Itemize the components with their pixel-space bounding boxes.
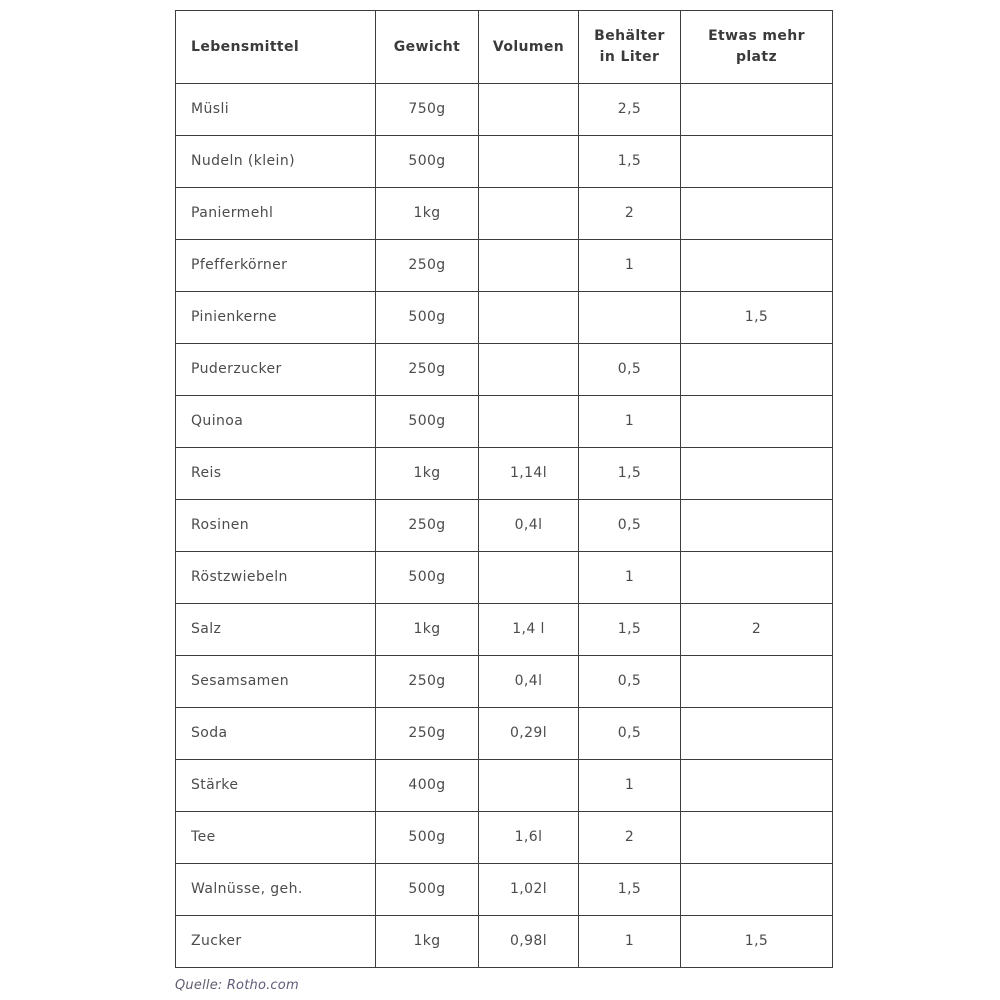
cell-volumen: 1,4 l [479, 604, 579, 656]
cell-gewicht: 250g [376, 656, 479, 708]
table-row [176, 656, 833, 708]
cell-etwas-mehr-platz [681, 344, 833, 396]
cell-volumen [479, 396, 579, 448]
cell-volumen [479, 136, 579, 188]
cell-behaelter-in-liter: 1,5 [579, 448, 681, 500]
cell-gewicht: 500g [376, 292, 479, 344]
table-body [176, 84, 833, 968]
cell-volumen [479, 292, 579, 344]
cell-gewicht: 500g [376, 552, 479, 604]
cell-lebensmittel: Soda [176, 708, 376, 760]
table-row [176, 864, 833, 916]
cell-volumen: 0,29l [479, 708, 579, 760]
table-row [176, 552, 833, 604]
cell-behaelter-in-liter: 1 [579, 916, 681, 968]
cell-lebensmittel: Stärke [176, 760, 376, 812]
cell-etwas-mehr-platz [681, 500, 833, 552]
table-row [176, 500, 833, 552]
cell-etwas-mehr-platz: 1,5 [681, 916, 833, 968]
table-row [176, 812, 833, 864]
cell-etwas-mehr-platz [681, 448, 833, 500]
cell-etwas-mehr-platz [681, 708, 833, 760]
table-header-row [176, 11, 833, 84]
cell-behaelter-in-liter: 1 [579, 240, 681, 292]
cell-gewicht: 500g [376, 396, 479, 448]
cell-behaelter-in-liter: 0,5 [579, 344, 681, 396]
cell-behaelter-in-liter [579, 292, 681, 344]
source-link[interactable]: Rotho.com [226, 978, 299, 993]
cell-gewicht: 250g [376, 344, 479, 396]
header-volumen: Volumen [479, 11, 579, 84]
cell-etwas-mehr-platz [681, 760, 833, 812]
table-row [176, 188, 833, 240]
cell-lebensmittel: Reis [176, 448, 376, 500]
source-citation [175, 978, 299, 993]
cell-lebensmittel: Paniermehl [176, 188, 376, 240]
cell-lebensmittel: Röstzwiebeln [176, 552, 376, 604]
table-row [176, 448, 833, 500]
cell-lebensmittel: Puderzucker [176, 344, 376, 396]
cell-gewicht: 1kg [376, 916, 479, 968]
header-etwas-mehr-platz: Etwas mehr platz [681, 11, 833, 84]
cell-volumen [479, 240, 579, 292]
table-row [176, 760, 833, 812]
cell-gewicht: 500g [376, 136, 479, 188]
cell-gewicht: 500g [376, 864, 479, 916]
header-gewicht: Gewicht [376, 11, 479, 84]
cell-etwas-mehr-platz [681, 240, 833, 292]
header-behaelter-in-liter: Behälter in Liter [579, 11, 681, 84]
table-row [176, 240, 833, 292]
cell-lebensmittel: Walnüsse, geh. [176, 864, 376, 916]
cell-etwas-mehr-platz [681, 84, 833, 136]
cell-etwas-mehr-platz [681, 552, 833, 604]
cell-behaelter-in-liter: 2 [579, 188, 681, 240]
cell-volumen [479, 552, 579, 604]
cell-volumen [479, 760, 579, 812]
cell-gewicht: 1kg [376, 188, 479, 240]
cell-lebensmittel: Quinoa [176, 396, 376, 448]
cell-lebensmittel: Salz [176, 604, 376, 656]
cell-etwas-mehr-platz: 2 [681, 604, 833, 656]
table-row [176, 292, 833, 344]
cell-lebensmittel: Pinienkerne [176, 292, 376, 344]
cell-lebensmittel: Pfefferkörner [176, 240, 376, 292]
cell-etwas-mehr-platz [681, 812, 833, 864]
cell-volumen [479, 84, 579, 136]
cell-gewicht: 400g [376, 760, 479, 812]
cell-gewicht: 1kg [376, 448, 479, 500]
cell-behaelter-in-liter: 2 [579, 812, 681, 864]
table-row [176, 396, 833, 448]
header-lebensmittel: Lebensmittel [176, 11, 376, 84]
cell-behaelter-in-liter: 1 [579, 760, 681, 812]
cell-volumen: 1,6l [479, 812, 579, 864]
cell-volumen: 1,14l [479, 448, 579, 500]
cell-behaelter-in-liter: 1,5 [579, 864, 681, 916]
cell-lebensmittel: Müsli [176, 84, 376, 136]
cell-behaelter-in-liter: 1 [579, 552, 681, 604]
table-row [176, 916, 833, 968]
cell-volumen: 0,4l [479, 656, 579, 708]
table-row [176, 708, 833, 760]
cell-behaelter-in-liter: 2,5 [579, 84, 681, 136]
cell-behaelter-in-liter: 0,5 [579, 656, 681, 708]
cell-behaelter-in-liter: 1,5 [579, 136, 681, 188]
cell-lebensmittel: Tee [176, 812, 376, 864]
table-row [176, 136, 833, 188]
cell-lebensmittel: Nudeln (klein) [176, 136, 376, 188]
cell-volumen: 1,02l [479, 864, 579, 916]
cell-volumen: 0,4l [479, 500, 579, 552]
cell-lebensmittel: Zucker [176, 916, 376, 968]
cell-gewicht: 250g [376, 240, 479, 292]
cell-gewicht: 750g [376, 84, 479, 136]
food-storage-table-container [175, 10, 833, 968]
food-storage-table [175, 10, 833, 968]
cell-etwas-mehr-platz: 1,5 [681, 292, 833, 344]
cell-volumen: 0,98l [479, 916, 579, 968]
cell-volumen [479, 188, 579, 240]
cell-etwas-mehr-platz [681, 188, 833, 240]
cell-gewicht: 1kg [376, 604, 479, 656]
cell-volumen [479, 344, 579, 396]
cell-behaelter-in-liter: 1 [579, 396, 681, 448]
cell-behaelter-in-liter: 1,5 [579, 604, 681, 656]
cell-etwas-mehr-platz [681, 656, 833, 708]
table-row [176, 84, 833, 136]
cell-behaelter-in-liter: 0,5 [579, 500, 681, 552]
cell-etwas-mehr-platz [681, 136, 833, 188]
cell-etwas-mehr-platz [681, 396, 833, 448]
source-label: Quelle: [175, 978, 223, 993]
cell-gewicht: 250g [376, 708, 479, 760]
cell-lebensmittel: Sesamsamen [176, 656, 376, 708]
cell-etwas-mehr-platz [681, 864, 833, 916]
table-row [176, 344, 833, 396]
cell-gewicht: 500g [376, 812, 479, 864]
cell-lebensmittel: Rosinen [176, 500, 376, 552]
table-row [176, 604, 833, 656]
cell-gewicht: 250g [376, 500, 479, 552]
cell-behaelter-in-liter: 0,5 [579, 708, 681, 760]
